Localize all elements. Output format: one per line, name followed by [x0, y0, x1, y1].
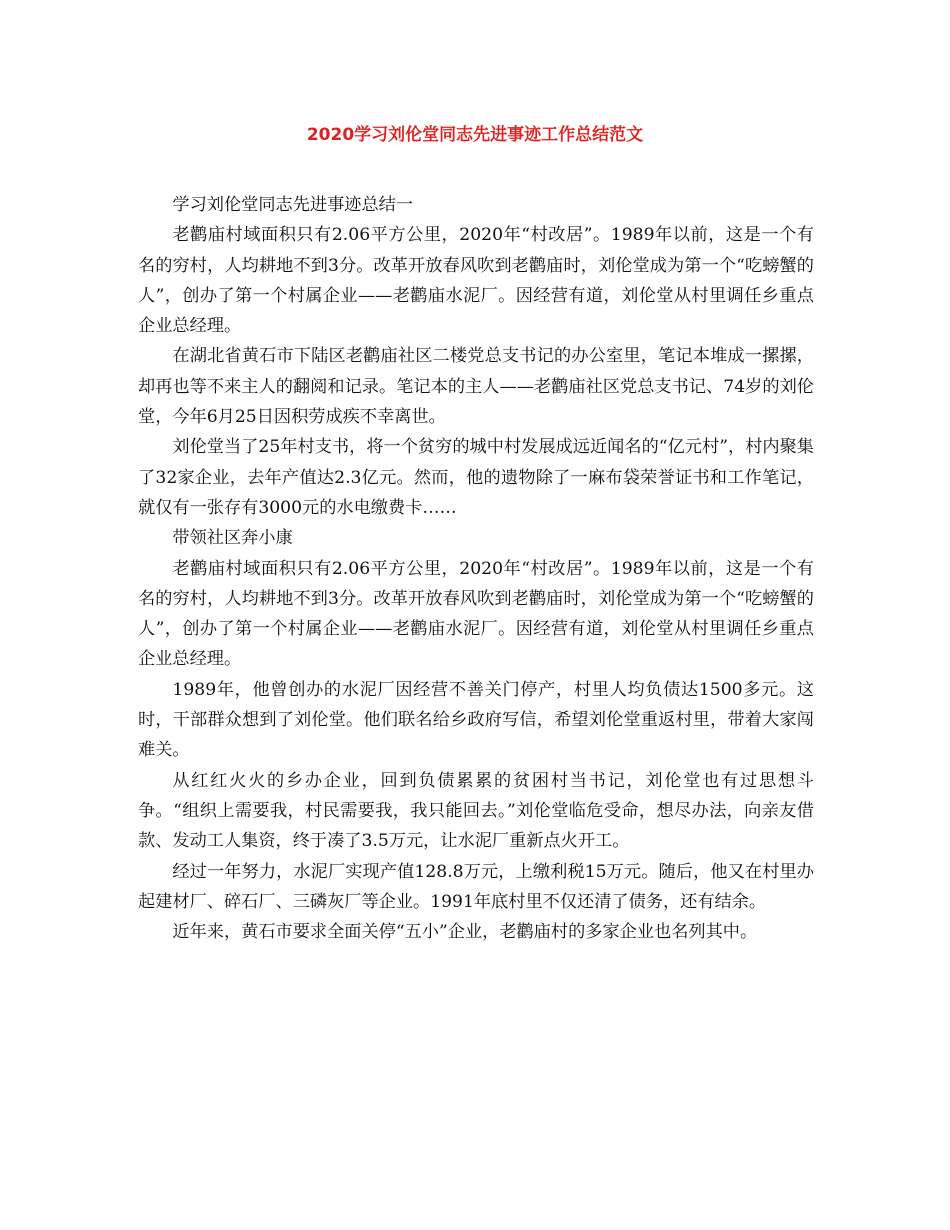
document-body [138, 190, 814, 947]
paragraph: 1989年，他曾创办的水泥厂因经营不善关门停产，村里人均负债达1500多元。这时，干部群众想到了刘伦堂。他们联名给乡政府写信，希望刘伦堂重返村里，带着大家闯难关。 [138, 679, 814, 761]
paragraph: 刘伦堂当了25年村支书，将一个贫穷的城中村发展成远近闻名的“亿元村”，村内聚集了32家企业，去年产值达2.3亿元。然而，他的遗物除了一麻布袋荣誉证书和工作笔记，就仅有一张存有3000元的水电缴费卡…… [138, 437, 814, 518]
section-heading: 学习刘伦堂同志先进事迹总结一 [172, 195, 414, 215]
section-heading: 带领社区奔小康 [172, 528, 293, 549]
paragraph: 经过一年努力，水泥厂实现产值128.8万元，上缴利税15万元。随后，他又在村里办起建材厂、碎石厂、三磷灰厂等企业。1991年底村里不仅还清了债务，还有结余。 [138, 861, 814, 912]
paragraph: 从红红火火的乡办企业，回到负债累累的贫困村当书记，刘伦堂也有过思想斗争。“组织上需要我，村民需要我，我只能回去。”刘伦堂临危受命，想尽办法，向亲友借款、发动工人集资，终于凑了3.5万元，让水泥厂重新点火开工。 [138, 770, 814, 852]
paragraph: 近年来，黄石市要求全面关停“五小”企业，老鹳庙村的多家企业也名列其中。 [172, 922, 758, 943]
paragraph: 在湖北省黄石市下陆区老鹳庙社区二楼党总支书记的办公室里，笔记本堆成一摞摞，却再也等不来主人的翻阅和记录。笔记本的主人——老鹳庙社区党总支书记、74岁的刘伦堂，今年6月25日因积劳成疾不幸离世。 [138, 346, 814, 428]
document-title: 2020学习刘伦堂同志先进事迹工作总结范文 [306, 125, 644, 145]
paragraph: 老鹳庙村域面积只有2.06平方公里，2020年“村改居”。1989年以前，这是一个有名的穷村，人均耕地不到3分。改革开放春风吹到老鹳庙时，刘伦堂成为第一个“吃螃蟹的人”，创办了第一个村属企业——老鹳庙水泥厂。因经营有道，刘伦堂从村里调任乡重点企业总经理。 [138, 225, 814, 337]
paragraph: 老鹳庙村域面积只有2.06平方公里，2020年“村改居”。1989年以前，这是一个有名的穷村，人均耕地不到3分。改革开放春风吹到老鹳庙时，刘伦堂成为第一个“吃螃蟹的人”，创办了第一个村属企业——老鹳庙水泥厂。因经营有道，刘伦堂从村里调任乡重点企业总经理。 [138, 558, 814, 670]
